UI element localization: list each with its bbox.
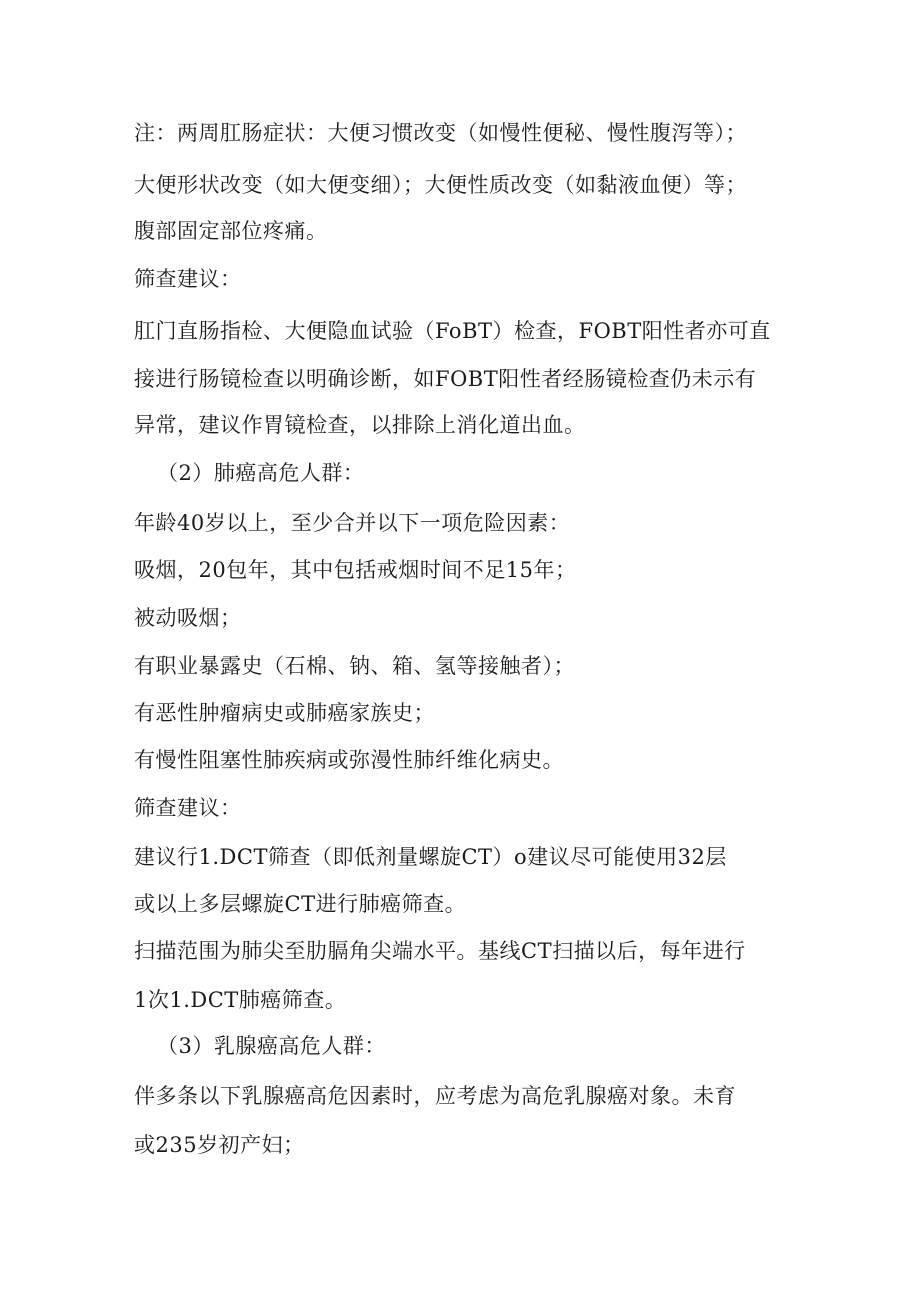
lung-advice-line-3: 扫描范围为肺尖至肋膈角尖端水平。基线CT扫描以后，每年进行	[134, 939, 746, 963]
screening-advice-heading-2: 筛查建议：	[134, 796, 242, 820]
note-symptoms-line-3: 腹部固定部位疼痛。	[134, 219, 328, 243]
lung-risk-occupational: 有职业暴露史（石棉、钠、箱、氢等接触者）；	[134, 654, 575, 678]
breast-risk-line-1: 伴多条以下乳腺癌高危因素时，应考虑为高危乳腺癌对象。未育	[134, 1084, 736, 1108]
colorectal-advice-line-1: 肛门直肠指检、大便隐血试验（FoBT）检查，FOBT阳性者亦可直	[134, 319, 771, 343]
breast-risk-line-2: 或235岁初产妇；	[134, 1133, 305, 1157]
lung-risk-copd: 有慢性阻塞性肺疾病或弥漫性肺纤维化病史。	[134, 748, 564, 772]
breast-cancer-section-heading: （3）乳腺癌高危人群：	[157, 1034, 386, 1058]
lung-advice-line-4: 1次1.DCT肺癌筛查。	[134, 988, 347, 1012]
lung-risk-history: 有恶性肿瘤病史或肺癌家族史；	[134, 701, 435, 725]
note-symptoms-line-1: 注：两周肛肠症状：大便习惯改变（如慢性便秘、慢性腹泻等）；	[134, 121, 747, 145]
lung-risk-smoking: 吸烟，20包年，其中包括戒烟时间不足15年；	[134, 558, 577, 582]
screening-advice-heading: 筛查建议：	[134, 267, 242, 291]
lung-advice-line-2: 或以上多层螺旋CT进行肺癌筛查。	[134, 892, 467, 916]
lung-risk-intro: 年龄40岁以上，至少合并以下一项危险因素：	[134, 511, 571, 535]
lung-cancer-section-heading: （2）肺癌高危人群：	[157, 461, 365, 485]
colorectal-advice-line-2: 接进行肠镜检查以明确诊断，如FOBT阳性者经肠镜检查仍未示有	[134, 367, 757, 391]
lung-risk-passive-smoking: 被动吸烟；	[134, 606, 242, 630]
note-symptoms-line-2: 大便形状改变（如大便变细）；大便性质改变（如黏液血便）等；	[134, 173, 747, 197]
lung-advice-line-1: 建议行1.DCT筛查（即低剂量螺旋CT）o建议尽可能使用32层	[134, 845, 727, 869]
colorectal-advice-line-3: 异常，建议作胃镜检查，以排除上消化道出血。	[134, 413, 586, 437]
